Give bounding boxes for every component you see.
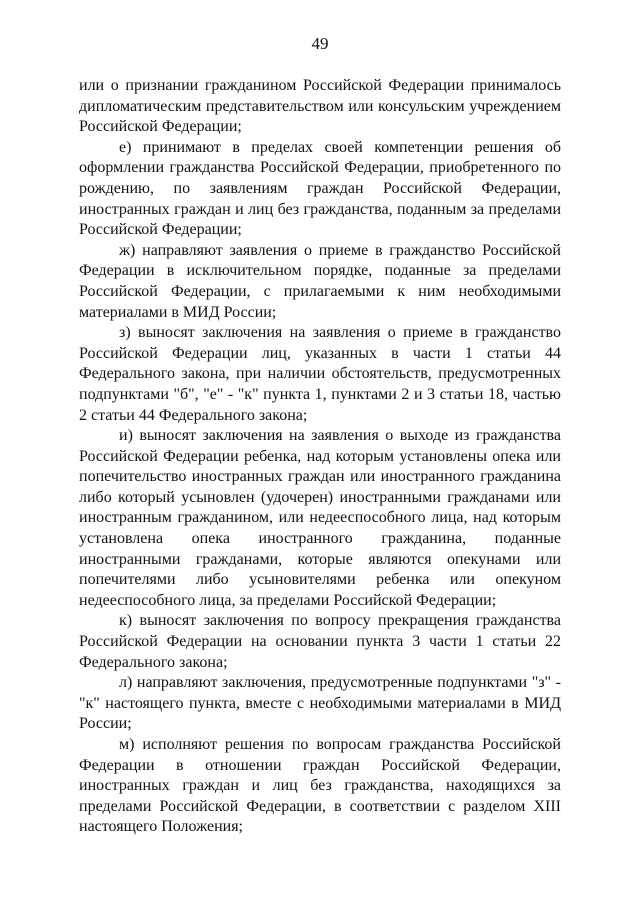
document-body [79,76,561,838]
paragraph-item-zh: ж) направляют заявления о приеме в гражданство Российской Федерации в исключительном порядке, поданные за пределами Российской Федерации, с прилагаемыми к ним необходимыми материалами в МИД России; [79,241,561,321]
paragraph-item-l: л) направляют заключения, предусмотренные подпунктами "з" - "к" настоящего пункта, вместе с необходимыми материалами в МИД России; [79,674,561,733]
page-number: 49 [311,34,329,53]
paragraph-continuation: или о признании гражданином Российской Федерации принималось дипломатическим представительством или консульским учреждением Российской Федерации; [79,77,561,136]
paragraph-item-m: м) исполняют решения по вопросам гражданства Российской Федерации в отношении граждан Российской Федерации, иностранных граждан и лиц без гражданства, находящихся за пределами Российской Федерации, в соответствии с разделом XIII настоящего Положения; [79,736,561,836]
paragraph-item-z: з) выносят заключения на заявления о приеме в гражданство Российской Федерации лиц, указанных в части 1 статьи 44 Федерального закона, при наличии обстоятельств, предусмотренных подпунктами "б", "е" - "к" пункта 1, пунктами 2 и 3 статьи 18, частью 2 статьи 44 Федерального закона; [79,324,561,424]
paragraph-item-i: и) выносят заключения на заявления о выходе из гражданства Российской Федерации ребенка, над которым установлены опека или попечительство иностранных граждан или иностранного гражданина либо который усыновлен (удочерен) иностранными гражданами или иностранным гражданином, или недееспособного лица, над которым установлена опека иностранного гражданина, поданные иностранными гражданами, которые являются опекунами или попечителями либо усыновителями ребенка или опекуном недееспособного лица, за пределами Российской Федерации; [79,427,561,609]
paragraph-item-e: е) принимают в пределах своей компетенции решения об оформлении гражданства Российской Федерации, приобретенного по рождению, по заявлениям граждан Российской Федерации, иностранных граждан и лиц без гражданства, поданным за пределами Российской Федерации; [79,138,561,239]
paragraph-item-k: к) выносят заключения по вопросу прекращения гражданства Российской Федерации на основании пункта 3 части 1 статьи 22 Федерального закона; [79,612,561,671]
